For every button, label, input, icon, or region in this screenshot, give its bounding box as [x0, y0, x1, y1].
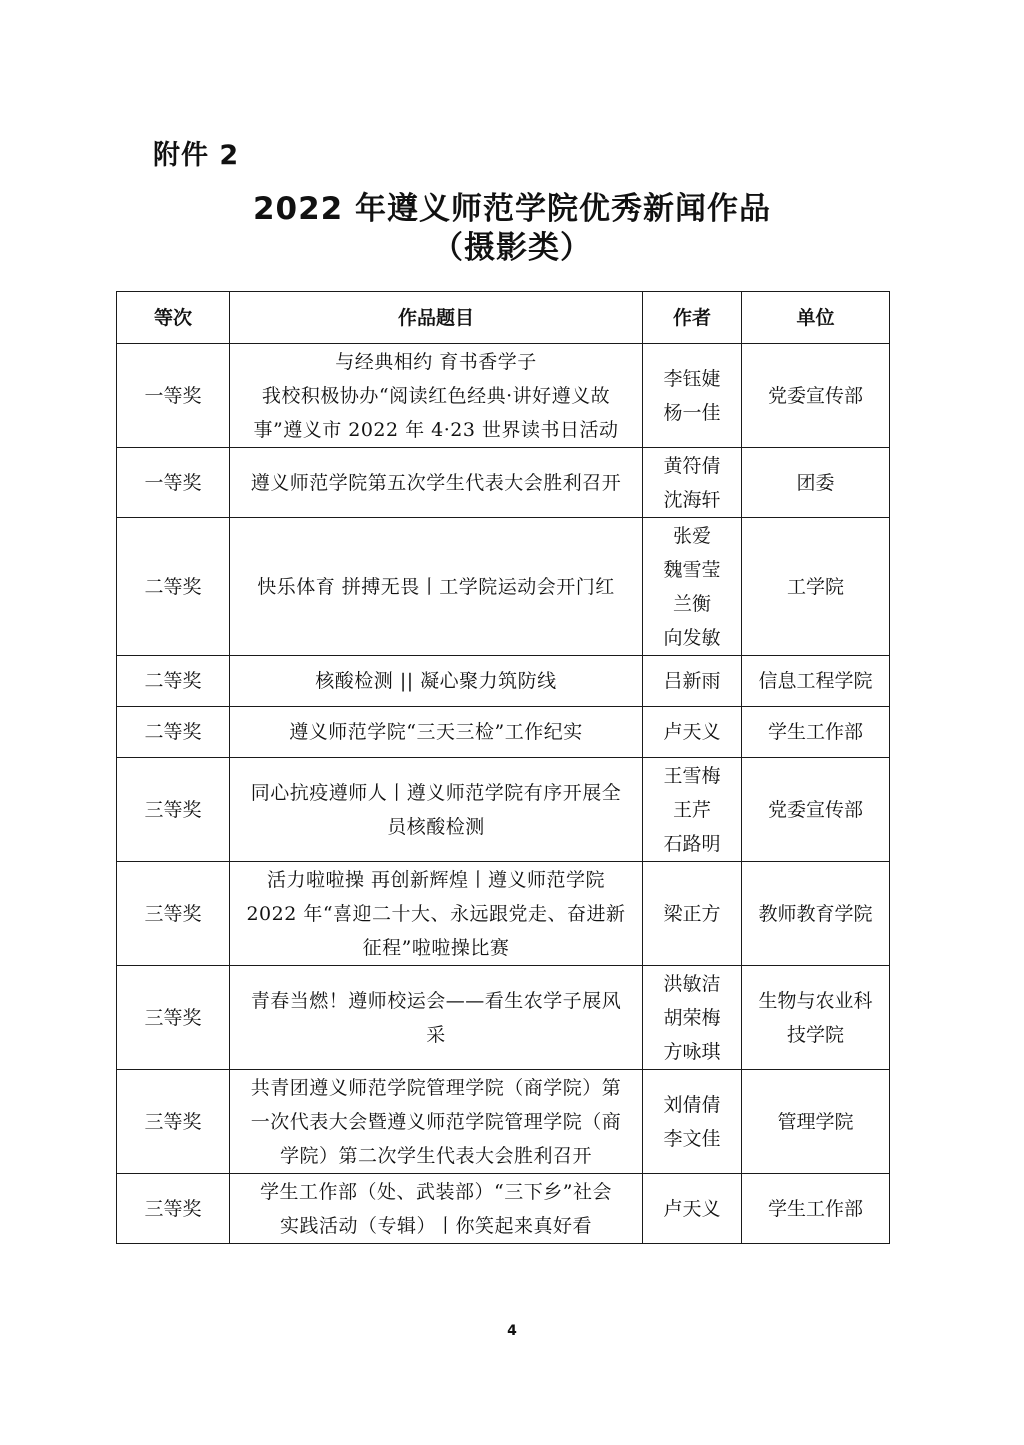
work-title-cell	[230, 344, 643, 448]
table-row	[117, 344, 890, 448]
unit-name: 学生工作部	[767, 721, 863, 743]
author-name: 吕新雨	[663, 670, 721, 692]
table-row	[117, 862, 890, 966]
work-title-line: 事”遵义市 2022 年 4·23 世界读书日活动	[253, 418, 619, 441]
author-name: 魏雪莹	[663, 558, 721, 581]
unit-cell	[742, 862, 890, 966]
work-title-line: 共青团遵义师范学院管理学院（商学院）第	[250, 1076, 622, 1099]
table-row	[117, 448, 890, 518]
author-name: 沈海轩	[663, 488, 721, 511]
work-title-line: 同心抗疫遵师人丨遵义师范学院有序开展全	[250, 781, 622, 804]
work-title-line: 我校积极协办“阅读红色经典·讲好遵义故	[261, 384, 611, 407]
header-work-title: 作品题目	[230, 292, 643, 344]
author-cell	[643, 707, 742, 758]
unit-name: 党委宣传部	[767, 798, 863, 821]
unit-cell	[742, 1174, 890, 1244]
work-title-line: 员核酸检测	[387, 815, 485, 838]
author-name: 王芹	[672, 798, 711, 821]
document-subtitle: （摄影类）	[432, 230, 592, 266]
table-row	[117, 1174, 890, 1244]
work-title-line: 活力啦啦操 再创新辉煌丨遵义师范学院	[266, 868, 606, 891]
work-title-cell	[230, 518, 643, 656]
table-row	[117, 656, 890, 707]
table-row	[117, 1070, 890, 1174]
header-author: 作者	[643, 292, 742, 344]
author-name: 杨一佳	[663, 401, 721, 424]
author-name: 李文佳	[663, 1127, 721, 1150]
rank-cell: 三等奖	[117, 1174, 230, 1244]
unit-name: 生物与农业科	[758, 989, 873, 1012]
unit-name: 教师教育学院	[758, 902, 873, 925]
work-title-cell	[230, 1174, 643, 1244]
work-title-cell	[230, 448, 643, 518]
author-name: 李钰婕	[663, 367, 721, 390]
author-cell	[643, 448, 742, 518]
author-name: 兰衡	[672, 592, 711, 615]
unit-cell	[742, 518, 890, 656]
document-title: 2022 年遵义师范学院优秀新闻作品	[252, 191, 772, 227]
author-cell	[643, 758, 742, 862]
work-title-line: 实践活动（专辑）丨你笑起来真好看	[279, 1214, 592, 1237]
author-cell	[643, 656, 742, 707]
work-title-line: 与经典相约 育书香学子	[335, 350, 537, 373]
header-unit: 单位	[742, 292, 890, 344]
header-rank: 等次	[117, 292, 230, 344]
work-title-line: 遵义师范学院第五次学生代表大会胜利召开	[250, 471, 622, 494]
table-row	[117, 707, 890, 758]
unit-cell	[742, 966, 890, 1070]
author-name: 黄符倩	[663, 454, 721, 477]
work-title-line: 学生工作部（处、武装部）“三下乡”社会	[260, 1180, 612, 1203]
work-title-line: 遵义师范学院“三天三检”工作纪实	[289, 721, 583, 743]
work-title-line: 学院）第二次学生代表大会胜利召开	[279, 1144, 592, 1167]
author-cell	[643, 862, 742, 966]
rank-cell: 二等奖	[117, 518, 230, 656]
table-row	[117, 758, 890, 862]
author-cell	[643, 518, 742, 656]
attachment-label: 附件 2	[153, 140, 240, 171]
work-title-line: 采	[426, 1023, 446, 1046]
work-title-line: 一次代表大会暨遵义师范学院管理学院（商	[250, 1110, 622, 1133]
work-title-line: 征程”啦啦操比赛	[362, 936, 510, 959]
author-name: 卢天义	[663, 721, 721, 743]
rank-cell: 三等奖	[117, 862, 230, 966]
unit-name: 党委宣传部	[767, 384, 863, 407]
author-name: 向发敏	[663, 626, 721, 649]
author-name: 卢天义	[663, 1197, 721, 1220]
rank-cell: 三等奖	[117, 966, 230, 1070]
unit-name: 团委	[796, 471, 835, 494]
unit-name: 管理学院	[777, 1110, 854, 1133]
work-title-cell	[230, 707, 643, 758]
unit-name: 学生工作部	[767, 1197, 863, 1220]
author-cell	[643, 1070, 742, 1174]
unit-cell	[742, 707, 890, 758]
work-title-cell	[230, 656, 643, 707]
work-title-line: 2022 年“喜迎二十大、永远跟党走、奋进新	[246, 902, 626, 925]
table-row	[117, 518, 890, 656]
table-row	[117, 966, 890, 1070]
rank-cell: 一等奖	[117, 344, 230, 448]
unit-cell	[742, 1070, 890, 1174]
author-name: 方咏琪	[663, 1040, 721, 1063]
unit-name: 技学院	[786, 1023, 844, 1046]
work-title-line: 核酸检测 || 凝心聚力筑防线	[315, 670, 557, 692]
work-title-cell	[230, 862, 643, 966]
awards-table	[116, 291, 890, 1244]
author-cell	[643, 966, 742, 1070]
work-title-cell	[230, 758, 643, 862]
rank-cell: 一等奖	[117, 448, 230, 518]
author-name: 刘倩倩	[663, 1093, 721, 1116]
author-name: 石路明	[663, 832, 721, 855]
unit-cell	[742, 448, 890, 518]
unit-cell	[742, 656, 890, 707]
author-cell	[643, 344, 742, 448]
author-name: 王雪梅	[663, 764, 721, 787]
table-header-row	[117, 292, 890, 344]
rank-cell: 二等奖	[117, 707, 230, 758]
work-title-line: 快乐体育 拼搏无畏丨工学院运动会开门红	[257, 575, 615, 598]
work-title-cell	[230, 1070, 643, 1174]
unit-name: 信息工程学院	[758, 670, 873, 692]
page-number: 4	[507, 1323, 517, 1339]
rank-cell: 三等奖	[117, 1070, 230, 1174]
unit-cell	[742, 758, 890, 862]
work-title-cell	[230, 966, 643, 1070]
author-name: 洪敏洁	[663, 972, 721, 995]
work-title-line: 青春当燃！遵师校运会——看生农学子展风	[250, 989, 622, 1012]
rank-cell: 二等奖	[117, 656, 230, 707]
author-name: 梁正方	[663, 902, 721, 925]
author-cell	[643, 1174, 742, 1244]
rank-cell: 三等奖	[117, 758, 230, 862]
unit-name: 工学院	[786, 575, 844, 598]
author-name: 胡荣梅	[663, 1006, 721, 1029]
author-name: 张爱	[672, 524, 711, 547]
unit-cell	[742, 344, 890, 448]
